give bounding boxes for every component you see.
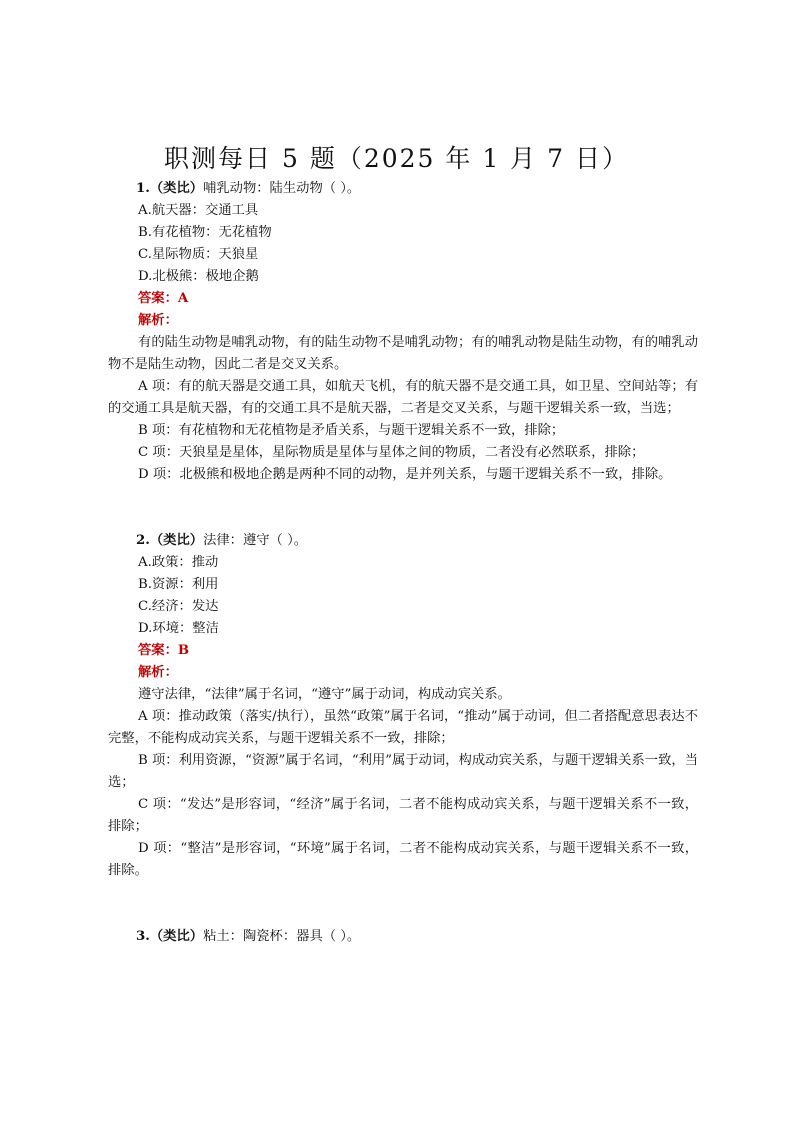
question-text: 哺乳动物：陆生动物（ ）。	[203, 181, 361, 196]
question-number: 3.（类比）	[136, 929, 204, 944]
section-gap	[108, 486, 698, 530]
option-d: D.北极熊：极地企鹅	[138, 269, 259, 284]
question-3	[108, 926, 698, 948]
question-1	[108, 178, 698, 486]
option-c: C.星际物质：天狼星	[138, 247, 259, 262]
analysis-paragraph: 有的陆生动物是哺乳动物，有的陆生动物不是哺乳动物；有的哺乳动物是陆生动物，有的哺乳动物不是陆生动物，因此二者是交叉关系。	[108, 335, 698, 372]
question-text: 法律：遵守（ ）。	[203, 533, 308, 548]
option-b: B.资源：利用	[138, 577, 219, 592]
analysis-paragraph: A 项：推动政策（落实/执行），虽然“政策”属于名词，“推动”属于动词，但二者搭配意思表达不完整，不能构成动宾关系，与题干逻辑关系不一致，排除；	[108, 709, 698, 746]
analysis-label: 解析：	[138, 313, 178, 328]
analysis-paragraph: D 项：“整洁”是形容词，“环境”属于名词，二者不能构成动宾关系，与题干逻辑关系不一致，排除。	[108, 841, 698, 878]
question-stem	[136, 178, 698, 200]
analysis-paragraph: D 项：北极熊和极地企鹅是两种不同的动物，是并列关系，与题干逻辑关系不一致，排除。	[138, 467, 672, 482]
page-title: 职测每日 5 题（2025 年 1 月 7 日）	[164, 144, 629, 173]
question-number: 1.（类比）	[136, 181, 204, 196]
analysis-paragraph: B 项：利用资源，“资源”属于名词，“利用”属于动词，构成动宾关系，与题干逻辑关系一致，当选；	[108, 753, 698, 790]
analysis-paragraph: B 项：有花植物和无花植物是矛盾关系，与题干逻辑关系不一致，排除；	[138, 423, 565, 438]
analysis-label: 解析：	[138, 665, 178, 680]
question-stem	[136, 926, 698, 948]
analysis-paragraph: C 项：天狼星是星体，星际物质是星体与星体之间的物质，二者没有必然联系，排除；	[138, 445, 645, 460]
question-stem	[136, 530, 698, 552]
answer-label: 答案：B	[138, 643, 190, 658]
analysis-paragraph: A 项：有的航天器是交通工具，如航天飞机，有的航天器不是交通工具，如卫星、空间站等；有的交通工具是航天器，有的交通工具不是航天器，二者是交叉关系，与题干逻辑关系一致，当选；	[108, 379, 698, 416]
section-gap	[108, 882, 698, 926]
analysis-paragraph: 遵守法律，“法律”属于名词，“遵守”属于动词，构成动宾关系。	[138, 687, 511, 702]
option-b: B.有花植物：无花植物	[138, 225, 272, 240]
option-a: A.航天器：交通工具	[138, 203, 259, 218]
question-number: 2.（类比）	[136, 533, 204, 548]
analysis-paragraph: C 项：“发达”是形容词，“经济”属于名词，二者不能构成动宾关系，与题干逻辑关系不一致，排除；	[108, 797, 698, 834]
option-d: D.环境：整洁	[138, 621, 219, 636]
question-2	[108, 530, 698, 882]
question-text: 粘土：陶瓷杯：器具（ ）。	[203, 929, 361, 944]
answer-label: 答案：A	[138, 291, 189, 306]
option-c: C.经济：发达	[138, 599, 219, 614]
option-a: A.政策：推动	[138, 555, 219, 570]
document-content	[108, 178, 698, 948]
